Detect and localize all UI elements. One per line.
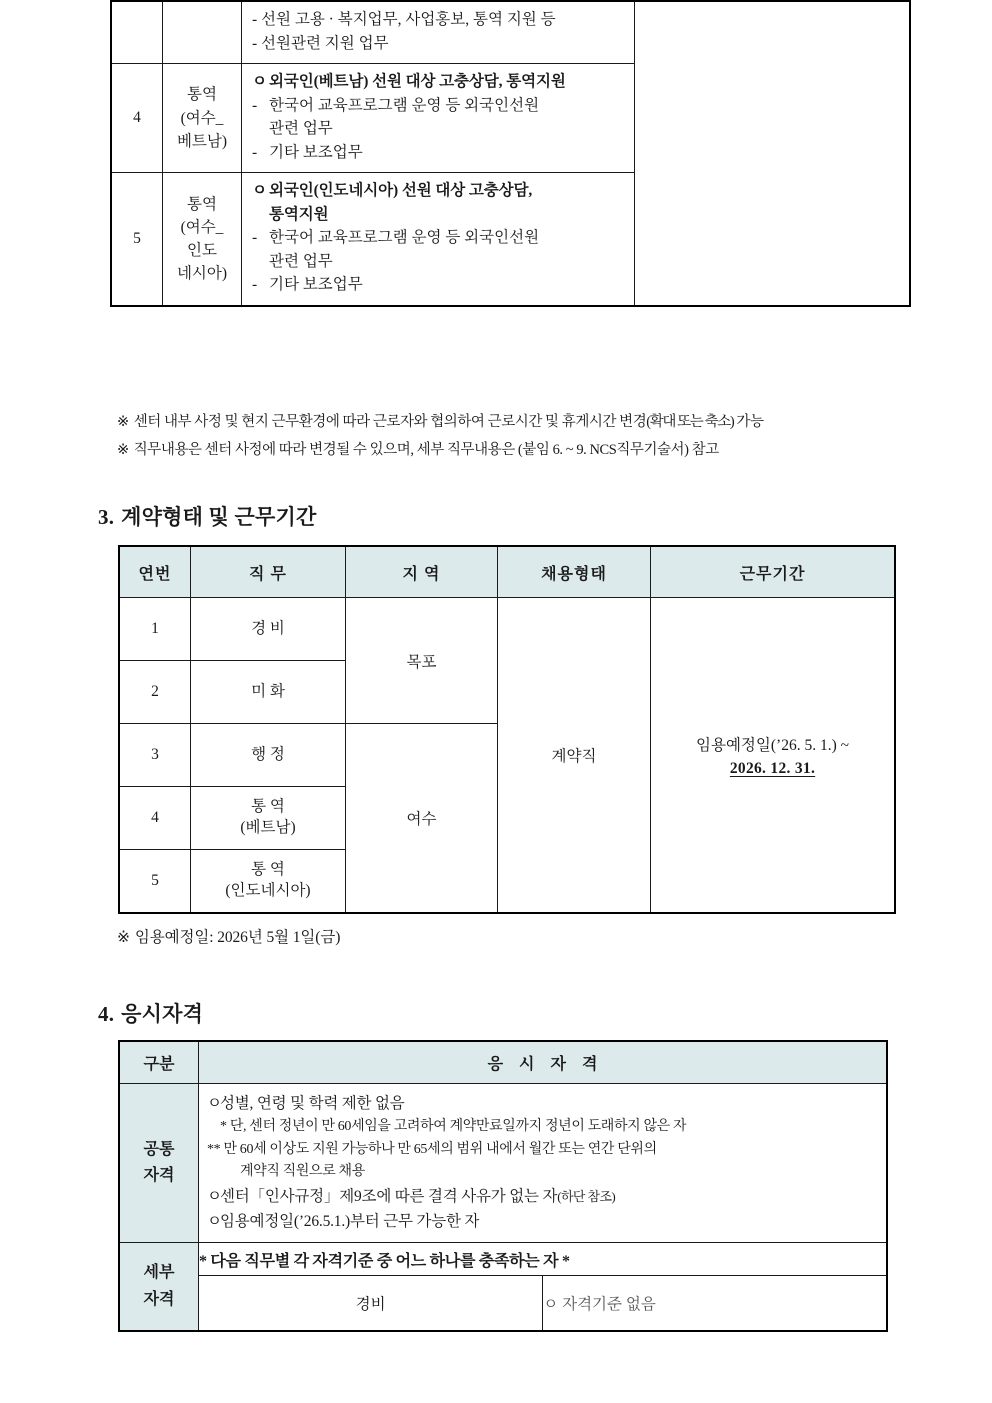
column-header-type: 채용형태 [498, 546, 651, 598]
qualification-line: 계약직 직원으로 채용 [240, 1164, 365, 1180]
table-row [111, 1, 910, 64]
duty-line [252, 94, 626, 118]
row-job-main: 통 역 [251, 861, 285, 879]
qualification-line-suffix: (하단 참조) [557, 1189, 616, 1205]
bullet-o-icon: ㅇ [207, 1213, 222, 1231]
qualification-line-text: 임용예정일(’26.5.1.)부터 근무 가능한 자 [220, 1213, 480, 1231]
note-mark: ※ [117, 929, 130, 946]
duty-line-text: 외국인(베트남) 선원 대상 고충상담, 통역지원 [269, 73, 566, 91]
row-period [651, 598, 896, 914]
row-job-main: 미 화 [251, 682, 285, 700]
qualification-line [207, 1209, 880, 1234]
note-text: 임용예정일: 2026년 5월 1일(금) [134, 929, 341, 946]
row-job [191, 661, 346, 724]
duty-empty-cell [635, 1, 911, 306]
qualification-line [207, 1116, 880, 1139]
duty-no-cell: 5 [111, 173, 163, 306]
page-title: 계약형태 및 근무기간 [121, 505, 317, 529]
row-region-mokpo: 목포 [346, 598, 498, 724]
duty-job-line: 통역 [187, 195, 217, 213]
row-job [191, 724, 346, 787]
qualification-line-text: 센터「인사규정」제9조에 따른 결격 사유가 없는 자 [220, 1188, 558, 1206]
column-header-gubun: 구분 [119, 1041, 199, 1084]
table-header-row [119, 546, 895, 598]
row-job-sub: (베트남) [240, 819, 296, 836]
row-job-main: 경 비 [251, 619, 285, 637]
duty-desc-cell [242, 173, 635, 306]
detail-qualification-banner: * 다음 직무별 각 자격기준 중 어느 하나를 충족하는 자 * [199, 1243, 888, 1276]
duty-line-text: 기타 보조업무 [269, 276, 363, 294]
label-line-1: 세부 [143, 1264, 175, 1282]
row-job-main: 통 역 [251, 798, 285, 816]
table-row [119, 1276, 887, 1332]
duty-no-cell: 4 [111, 64, 163, 173]
column-header-job: 직 무 [191, 546, 346, 598]
duty-job-line: (여수_ [180, 109, 224, 127]
dash-icon: - [252, 276, 258, 294]
qualification-table [118, 1040, 888, 1332]
duty-line: 관련 업무 [269, 120, 333, 138]
dash-icon: - [252, 229, 258, 247]
asterisk-marker: ** [207, 1141, 221, 1157]
dash-icon: - [252, 96, 258, 114]
duties-table [110, 0, 911, 307]
duty-line [252, 226, 626, 250]
duty-job-cell [163, 173, 242, 306]
label-line-2: 자격 [143, 1167, 175, 1185]
common-qualification-content [199, 1084, 888, 1243]
duty-desc-cell [242, 64, 635, 173]
section-number: 4. [98, 1002, 115, 1026]
note-mark: ※ [117, 414, 129, 430]
qualification-line [207, 1139, 880, 1162]
column-header-period: 근무기간 [651, 546, 896, 598]
row-no: 3 [119, 724, 191, 787]
column-header-qualification: 응 시 자 격 [199, 1041, 888, 1084]
section-4-heading [98, 998, 203, 1028]
qualification-line-text: 성별, 연령 및 학력 제한 없음 [220, 1095, 405, 1112]
column-header-region: 지 역 [346, 546, 498, 598]
row-job-main: 행 정 [251, 745, 285, 763]
bullet-o-icon: ㅇ [252, 73, 267, 91]
bullet-o-icon: ㅇ [252, 182, 267, 200]
duty-line [252, 141, 626, 165]
duty-line [252, 273, 626, 297]
qualification-table-head [119, 1041, 887, 1084]
duty-line-text: 기타 보조업무 [269, 143, 363, 161]
row-no: 2 [119, 661, 191, 724]
qualification-table-body [119, 1084, 887, 1332]
contract-table [118, 545, 896, 914]
label-line-1: 공통 [143, 1140, 175, 1158]
row-job [191, 787, 346, 850]
row-job-sub: (인도네시아) [225, 882, 311, 899]
duty-job-cell [163, 1, 242, 64]
detail-job-requirement: ㅇ 자격기준 없음 [543, 1276, 887, 1332]
section-3-heading [98, 501, 316, 531]
dash-icon: - [252, 143, 258, 161]
duties-note-2 [117, 441, 719, 460]
table-row [119, 598, 895, 661]
qualification-line-text: 단, 센터 정년이 만 60세임을 고려하여 계약만료일까지 정년이 도래하지 않은 자 [229, 1119, 687, 1135]
label-line-2: 자격 [143, 1290, 175, 1308]
duties-table-body [111, 1, 910, 306]
duty-job-cell [163, 64, 242, 173]
bullet-o-icon: ㅇ [207, 1188, 222, 1206]
qualification-line [207, 1091, 880, 1116]
row-job [191, 850, 346, 914]
duty-line [252, 179, 626, 203]
period-start: 임용예정일(’26. 5. 1.) ~ [696, 737, 849, 755]
table-header-row [119, 1041, 887, 1084]
duty-line: - 선원 고용 · 복지업무, 사업홍보, 통역 지원 등 [252, 11, 556, 28]
duty-no-cell [111, 1, 163, 64]
section-number: 3. [98, 505, 115, 529]
row-no: 1 [119, 598, 191, 661]
detail-job-name: 경비 [199, 1276, 543, 1332]
note-text: 센터 내부 사정 및 현지 근무환경에 따라 근로자와 협의하여 근로시간 및 휴게시간 변경 [133, 414, 647, 430]
contract-table-head [119, 546, 895, 598]
duty-job-line: 통역 [187, 86, 217, 104]
note-emphasis: (확대 또는 축소) [646, 414, 734, 430]
row-no: 5 [119, 850, 191, 914]
contract-table-body [119, 598, 895, 914]
table-row-common [119, 1084, 887, 1243]
duty-line: 통역지원 [269, 205, 329, 223]
label-detail-qualification [119, 1243, 199, 1332]
note-text-tail: 가능 [733, 414, 764, 430]
column-header-no: 연번 [119, 546, 191, 598]
duty-job-line: 베트남) [176, 132, 228, 150]
duty-line [252, 70, 626, 94]
label-common-qualification [119, 1084, 199, 1243]
duty-job-line: 네시아) [176, 265, 228, 283]
duty-line-text: 한국어 교육프로그램 운영 등 외국인선원 [269, 229, 540, 247]
contract-note [117, 928, 340, 948]
duty-job-line: (여수_ [180, 218, 224, 236]
duties-note-1 [117, 413, 764, 432]
note-text: 직무내용은 센터 사정에 따라 변경될 수 있으며, 세부 직무내용은 (붙임 6. ~ 9. NCS직무기술서) 참고 [133, 442, 719, 458]
note-mark: ※ [117, 442, 129, 458]
page-title: 응시자격 [121, 1002, 204, 1026]
duty-desc-cell [242, 1, 635, 64]
row-region-yeosu: 여수 [346, 724, 498, 914]
row-employment-type: 계약직 [498, 598, 651, 914]
duty-line: 관련 업무 [269, 252, 333, 270]
row-job [191, 598, 346, 661]
duty-line: - 선원관련 지원 업무 [252, 34, 389, 52]
period-end: 2026. 12. 31. [729, 759, 816, 777]
row-no: 4 [119, 787, 191, 850]
table-row-detail-banner [119, 1243, 887, 1276]
bullet-o-icon: ㅇ [207, 1095, 222, 1112]
asterisk-marker: * [220, 1119, 227, 1135]
qualification-line [207, 1184, 880, 1209]
duty-line-text: 외국인(인도네시아) 선원 대상 고충상담, [269, 182, 533, 200]
qualification-line-text: 만 60세 이상도 지원 가능하나 만 65세의 범위 내에서 월간 또는 연간 단위의 [223, 1141, 657, 1157]
duty-line-text: 한국어 교육프로그램 운영 등 외국인선원 [269, 96, 540, 114]
duty-job-line: 인도 [187, 242, 217, 260]
